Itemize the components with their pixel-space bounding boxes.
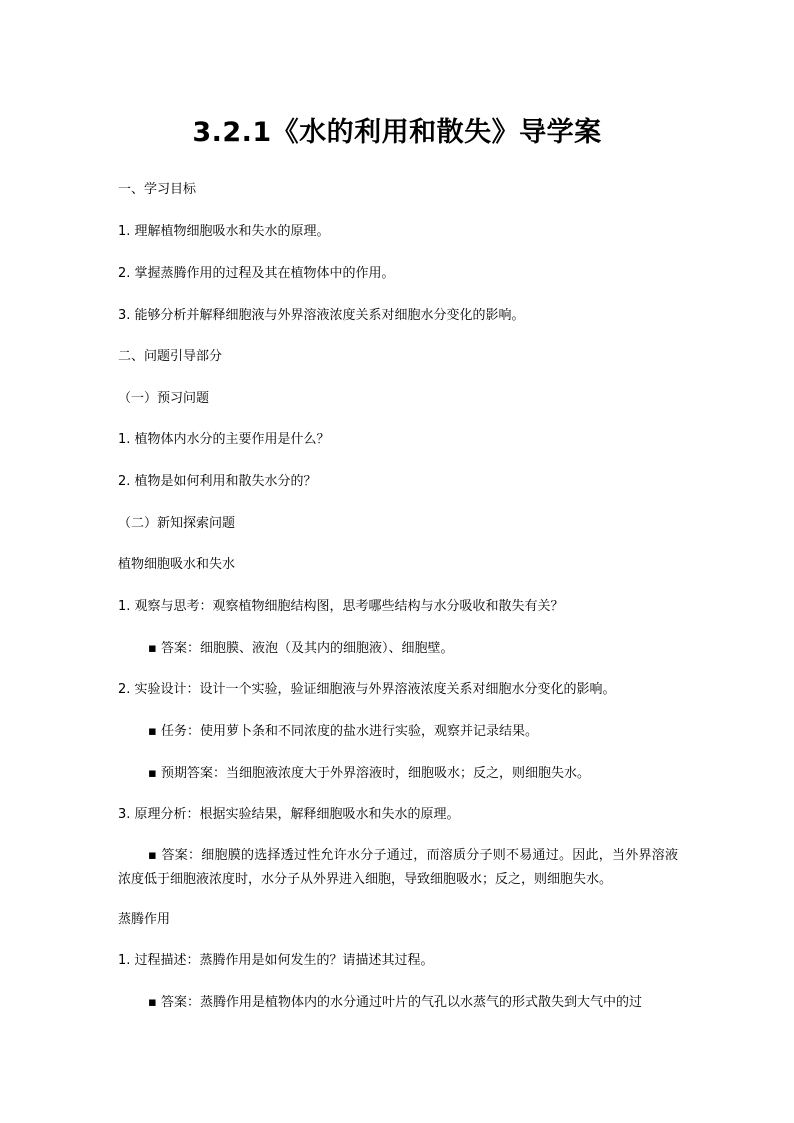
topic-heading-cell-water: 植物细胞吸水和失水 — [118, 557, 236, 572]
question-text: 观察与思考：观察植物细胞结构图，思考哪些结构与水分吸收和散失有关？ — [134, 599, 564, 614]
topic-heading-transpiration: 蒸腾作用 — [118, 912, 171, 927]
question-text: 原理分析：根据实验结果，解释细胞吸水和失水的原理。 — [134, 807, 460, 822]
goal-item-text: 能够分析并解释细胞液与外界溶液浓度关系对细胞水分变化的影响。 — [134, 308, 525, 323]
task-bullet: ▪ 任务：使用萝卜条和不同浓度的盐水进行实验，观察并记录结果。 — [148, 724, 538, 739]
goal-item-text: 掌握蒸腾作用的过程及其在植物体中的作用。 — [134, 266, 395, 281]
goal-item-3 — [118, 306, 678, 326]
question-number: 2. — [118, 682, 131, 697]
question-number: 3. — [118, 807, 131, 822]
explore-question-2 — [118, 680, 678, 700]
goal-item-2 — [118, 264, 678, 284]
question-number: 2. — [118, 474, 131, 489]
question-text: 植物是如何利用和散失水分的？ — [134, 474, 317, 489]
explore-question-1 — [118, 597, 678, 617]
explore-question-3 — [118, 805, 678, 825]
goal-item-1 — [118, 222, 678, 242]
goal-item-number: 3. — [118, 308, 131, 323]
goal-item-number: 2. — [118, 266, 131, 281]
expected-answer-bullet: ▪ 预期答案：当细胞液浓度大于外界溶液时，细胞吸水；反之，则细胞失水。 — [148, 766, 590, 781]
answer-bullet: ▪ 答案：蒸腾作用是植物体内的水分通过叶片的气孔以水蒸气的形式散失到大气中的过 — [148, 995, 642, 1010]
preview-question-2 — [118, 472, 678, 492]
goal-item-text: 理解植物细胞吸水和失水的原理。 — [134, 224, 330, 239]
goal-item-number: 1. — [118, 224, 131, 239]
preview-question-1 — [118, 430, 678, 450]
question-text: 植物体内水分的主要作用是什么？ — [134, 432, 330, 447]
question-number: 1. — [118, 953, 131, 968]
question-text: 实验设计：设计一个实验，验证细胞液与外界溶液浓度关系对细胞水分变化的影响。 — [134, 682, 616, 697]
question-text: 过程描述：蒸腾作用是如何发生的？请描述其过程。 — [134, 953, 434, 968]
section-heading-learning-goals: 一、学习目标 — [118, 182, 197, 197]
question-number: 1. — [118, 599, 131, 614]
subsection-heading-preview: （一）预习问题 — [118, 391, 210, 406]
section-heading-questions: 二、问题引导部分 — [118, 349, 223, 364]
question-number: 1. — [118, 432, 131, 447]
answer-paragraph: ▪ 答案：细胞膜的选择透过性允许水分子通过，而溶质分子则不易通过。因此，当外界溶液浓度低于细胞液浓度时，水分子从外界进入细胞，导致细胞吸水；反之，则细胞失水。 — [118, 848, 678, 887]
answer-bullet: ▪ 答案：细胞膜、液泡（及其内的细胞液）、细胞壁。 — [148, 641, 454, 656]
transpiration-question-1 — [118, 951, 678, 971]
subsection-heading-explore: （二）新知探索问题 — [118, 516, 236, 531]
document-title: 3.2.1《水的利用和散失》导学案 — [192, 117, 602, 148]
